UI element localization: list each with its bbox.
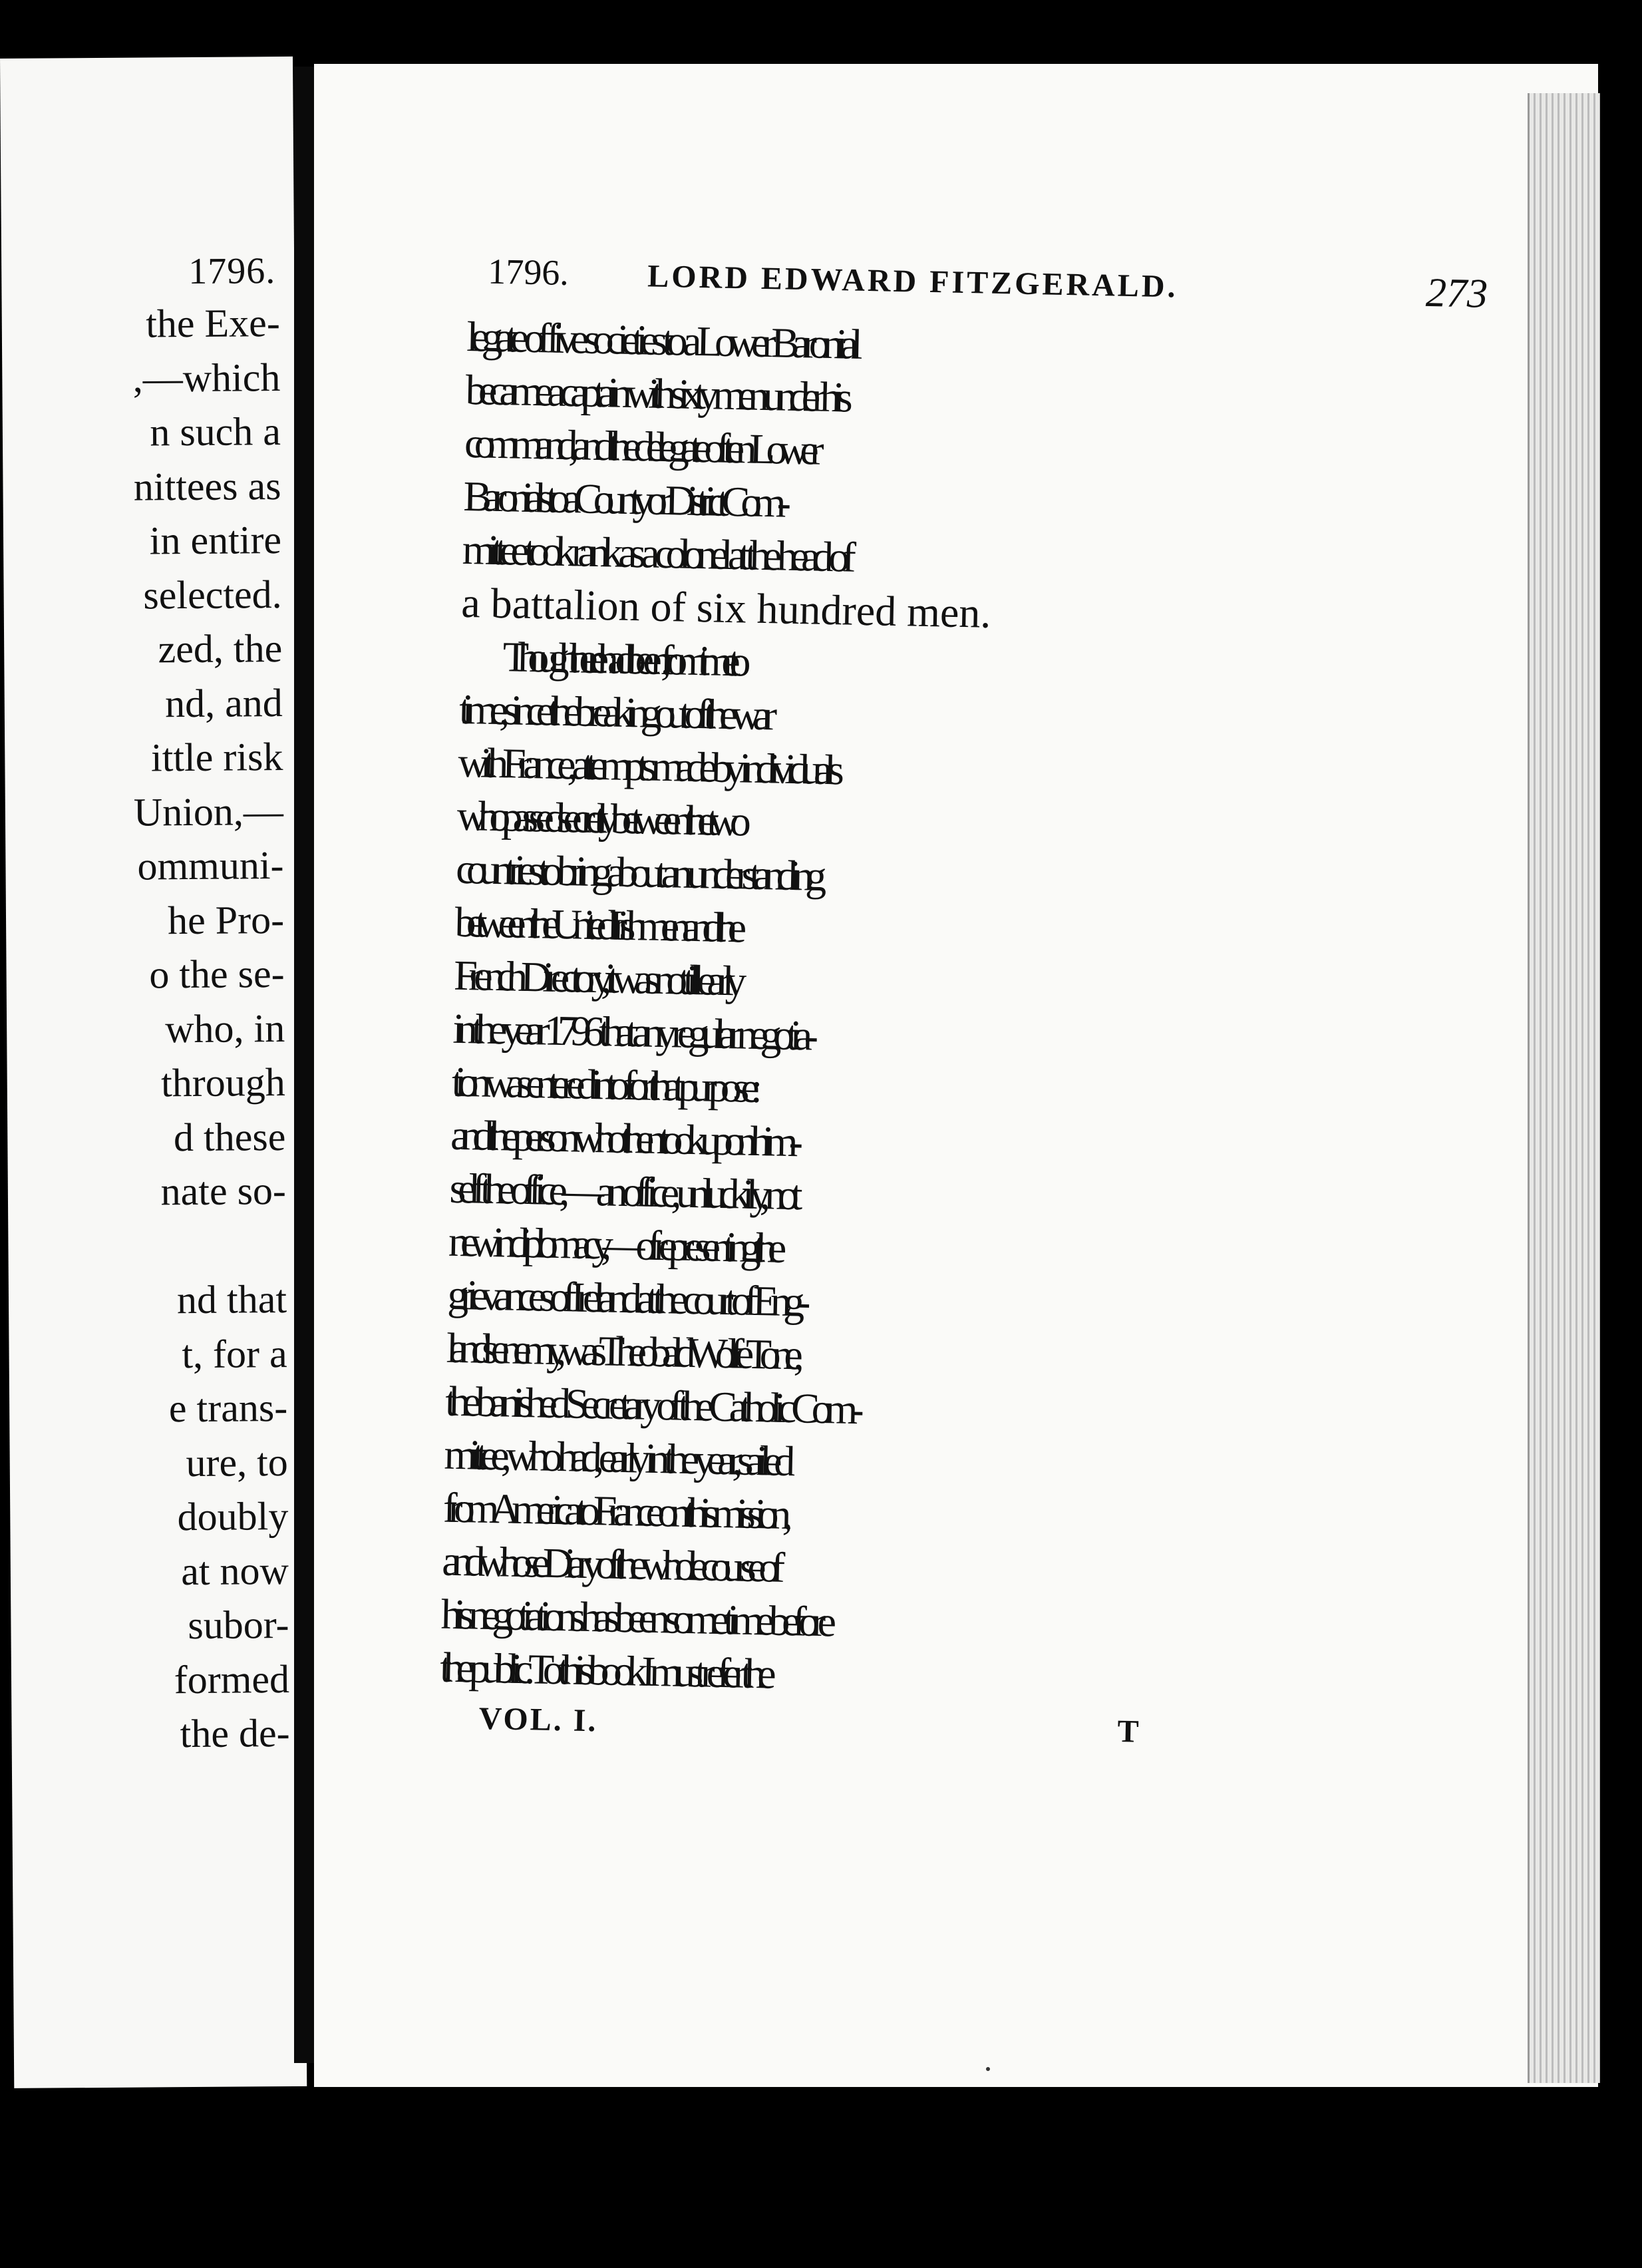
text-block <box>438 250 1598 1777</box>
left-fragment-line: o the se- <box>149 952 285 997</box>
text-line: and the person who then took upon him- <box>450 1111 795 1166</box>
left-fragment-line: d these <box>173 1114 286 1159</box>
header-title: LORD EDWARD FITZGERALD. <box>647 258 1179 305</box>
left-fragment-line: ,—which <box>132 355 281 401</box>
text-line: between the United Irishmen and the <box>454 898 738 952</box>
left-fragment-line: Union,— <box>133 789 284 835</box>
left-fragment-line: nate so- <box>160 1169 287 1214</box>
left-fragment-line: e trans- <box>168 1386 288 1431</box>
page-edges <box>1528 93 1600 2083</box>
left-running-head: 1796. <box>188 250 276 293</box>
book-gutter <box>294 67 314 2063</box>
text-line: grievances of Ireland at the court of Eng- <box>446 1270 803 1326</box>
text-line: mittee, who had, early in the year, sailed <box>443 1430 788 1485</box>
left-page <box>0 57 307 2088</box>
left-fragment-line: nd that <box>176 1277 287 1322</box>
left-fragment-line: zed, the <box>158 626 283 671</box>
ink-speck <box>986 2067 990 2071</box>
left-fragment-line: he Pro- <box>167 897 285 942</box>
left-fragment-line: ommuni- <box>137 843 284 888</box>
left-fragment-line: formed <box>174 1656 290 1702</box>
text-line: mittee took rank as a colonel at the head of <box>462 525 849 581</box>
text-line: tion was entered into for that purpose: <box>451 1057 754 1111</box>
text-line: became a captain with sixty men under his <box>465 365 845 421</box>
signature-mark: T <box>1116 1714 1140 1750</box>
left-fragment-line: doubly <box>177 1494 289 1539</box>
left-fragment-line: ittle risk <box>150 735 283 780</box>
right-page <box>314 64 1598 2087</box>
header-year: 1796. <box>487 251 570 293</box>
left-fragment-line: subor- <box>188 1603 289 1648</box>
text-line: his negotiations has been some time before <box>440 1590 829 1646</box>
left-fragment-line: who, in <box>164 1006 285 1051</box>
text-line: new in diplomacy,—of representing the <box>448 1217 778 1272</box>
text-line: time, since the breaking out of the war <box>458 685 769 739</box>
left-fragment-line: the Exe- <box>145 301 281 346</box>
volume-signature: VOL. I. <box>478 1700 598 1739</box>
text-line: a battalion of six hundred men. <box>460 578 992 637</box>
left-fragment-line: in entire <box>149 518 282 563</box>
text-line: the banished Secretary of the Catholic Com- <box>444 1377 857 1433</box>
left-fragment-line: nittees as <box>133 463 281 509</box>
left-fragment-line: at now <box>181 1548 289 1593</box>
left-fragment-line: the de- <box>180 1711 290 1756</box>
left-fragment-line: ure, to <box>186 1439 288 1485</box>
left-fragment-line: n such a <box>150 409 281 455</box>
text-line: in the year 1796 that any regular negotia- <box>452 1004 811 1059</box>
text-line: land's enemy, was Theobald Wolfe Tone, <box>446 1324 796 1379</box>
text-line: self the office,—an office, unluckily, not <box>448 1164 795 1219</box>
body-text <box>439 310 1598 1718</box>
left-fragment-line: selected. <box>143 572 282 618</box>
text-line: the public. To this book I must refer the <box>439 1643 768 1698</box>
text-line: and whose Diary of the whole course of <box>441 1537 777 1591</box>
left-fragment-line: through <box>160 1060 285 1105</box>
page-number: 273 <box>1425 270 1488 317</box>
text-line: Though there had been, from time to <box>502 633 740 685</box>
text-line: French Directory, it was not till early <box>453 951 739 1005</box>
text-line: countries to bring about an understanding <box>455 845 819 900</box>
text-line: command, and the delegate of ten Lower <box>464 419 816 474</box>
text-line: with France, attempts made by individuals <box>457 738 836 794</box>
left-fragment-line: t, for a <box>182 1331 287 1376</box>
text-line: legate of five societies to a Lower Baronial <box>466 312 856 368</box>
text-line: from America to France on this mission, <box>442 1483 785 1538</box>
text-line: Baronials to a County or District Com- <box>462 472 783 526</box>
left-fragment-line: nd, and <box>164 680 283 725</box>
text-line: who passed secretly between the two <box>456 791 742 845</box>
